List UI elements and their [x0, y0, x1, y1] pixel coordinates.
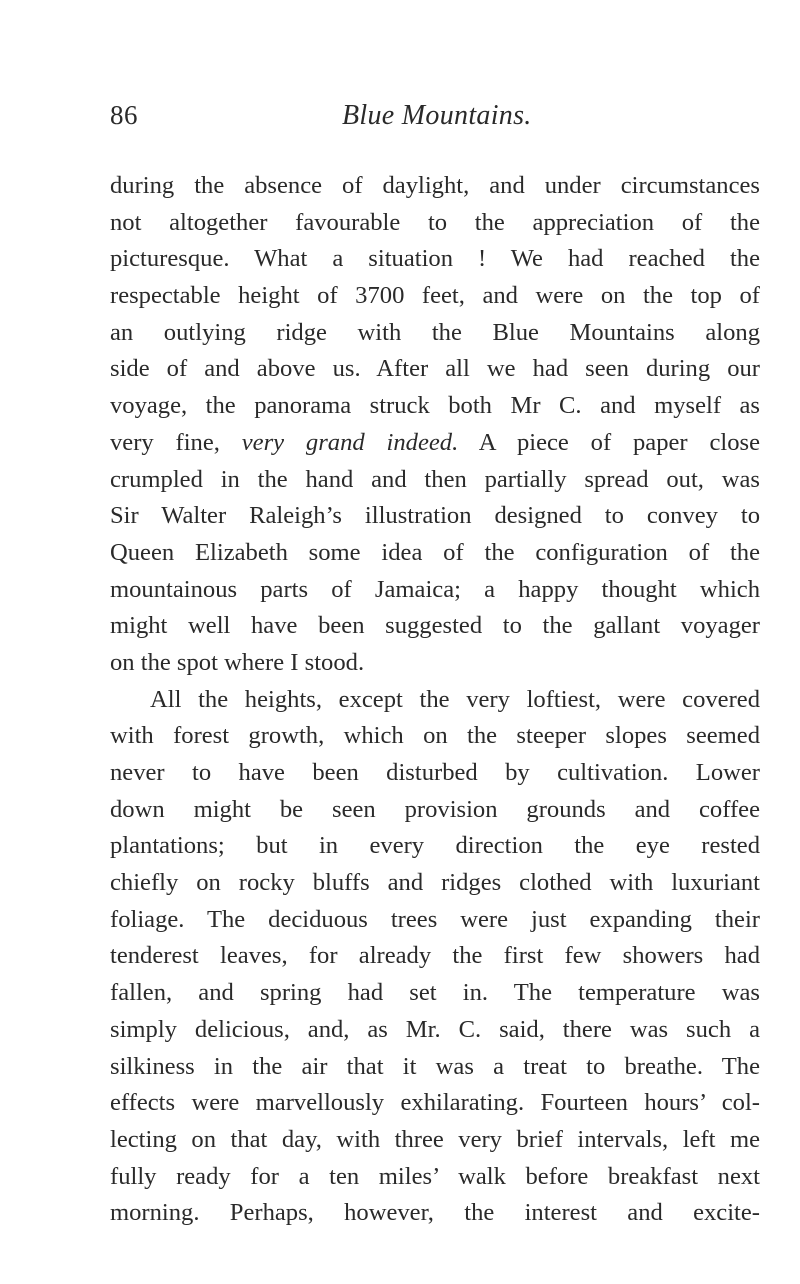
text-line: Sir Walter Raleigh’s illustration designed to convey to [110, 502, 760, 530]
text-line: mountainous parts of Jamaica; a happy thought which [110, 575, 760, 603]
text-line: lecting on that day, with three very brief intervals, left me [110, 1125, 760, 1153]
text-line: morning. Perhaps, however, the interest and excite- [110, 1199, 760, 1227]
text-line: crumpled in the hand and then partially spread out, was [110, 465, 760, 493]
text-line: down might be seen provision grounds and coffee [110, 795, 760, 823]
text-line: with forest growth, which on the steeper slopes seemed [110, 722, 760, 750]
text-line: tenderest leaves, for already the first few showers had [110, 942, 760, 970]
page-number: 86 [110, 100, 138, 130]
page-header [110, 100, 720, 144]
text-line: never to have been disturbed by cultivation. Lower [110, 759, 760, 786]
text-line: voyage, the panorama struck both Mr C. and myself as [110, 392, 760, 420]
text-line: effects were marvellously exhilarating. Fourteen hours’ col- [110, 1089, 760, 1117]
text-line: very fine, very grand indeed. A piece of paper close [110, 428, 760, 456]
text-line: Queen Elizabeth some idea of the configuration of the [110, 538, 760, 566]
text-line: during the absence of daylight, and under circumstances [110, 172, 760, 199]
paragraph-2 [110, 682, 760, 1232]
text-line: fallen, and spring had set in. The temperature was [110, 979, 760, 1007]
running-head: Blue Mountains. [342, 100, 532, 131]
text-line: simply delicious, and, as Mr. C. said, there was such a [110, 1015, 760, 1043]
text-line: chiefly on rocky bluffs and ridges clothed with luxuriant [110, 869, 760, 897]
text-line: All the heights, except the very loftiest, were covered [150, 685, 760, 713]
body-text [110, 168, 760, 1232]
text-line: not altogether favourable to the appreciation of the [110, 208, 760, 236]
paragraph-1 [110, 168, 760, 682]
text-line: plantations; but in every direction the eye rested [110, 832, 760, 860]
text-line: silkiness in the air that it was a treat to breathe. The [110, 1052, 760, 1080]
text-line: an outlying ridge with the Blue Mountains along [110, 318, 760, 346]
text-line: side of and above us. After all we had seen during our [110, 355, 760, 383]
text-line: on the spot where I stood. [110, 648, 365, 676]
text-line: fully ready for a ten miles’ walk before breakfast next [110, 1162, 760, 1190]
text-line: respectable height of 3700 feet, and were on the top of [110, 282, 760, 310]
text-line: picturesque. What a situation ! We had reached the [110, 245, 760, 273]
text-line: might well have been suggested to the gallant voyager [110, 612, 760, 640]
text-line: foliage. The deciduous trees were just expanding their [110, 905, 760, 933]
